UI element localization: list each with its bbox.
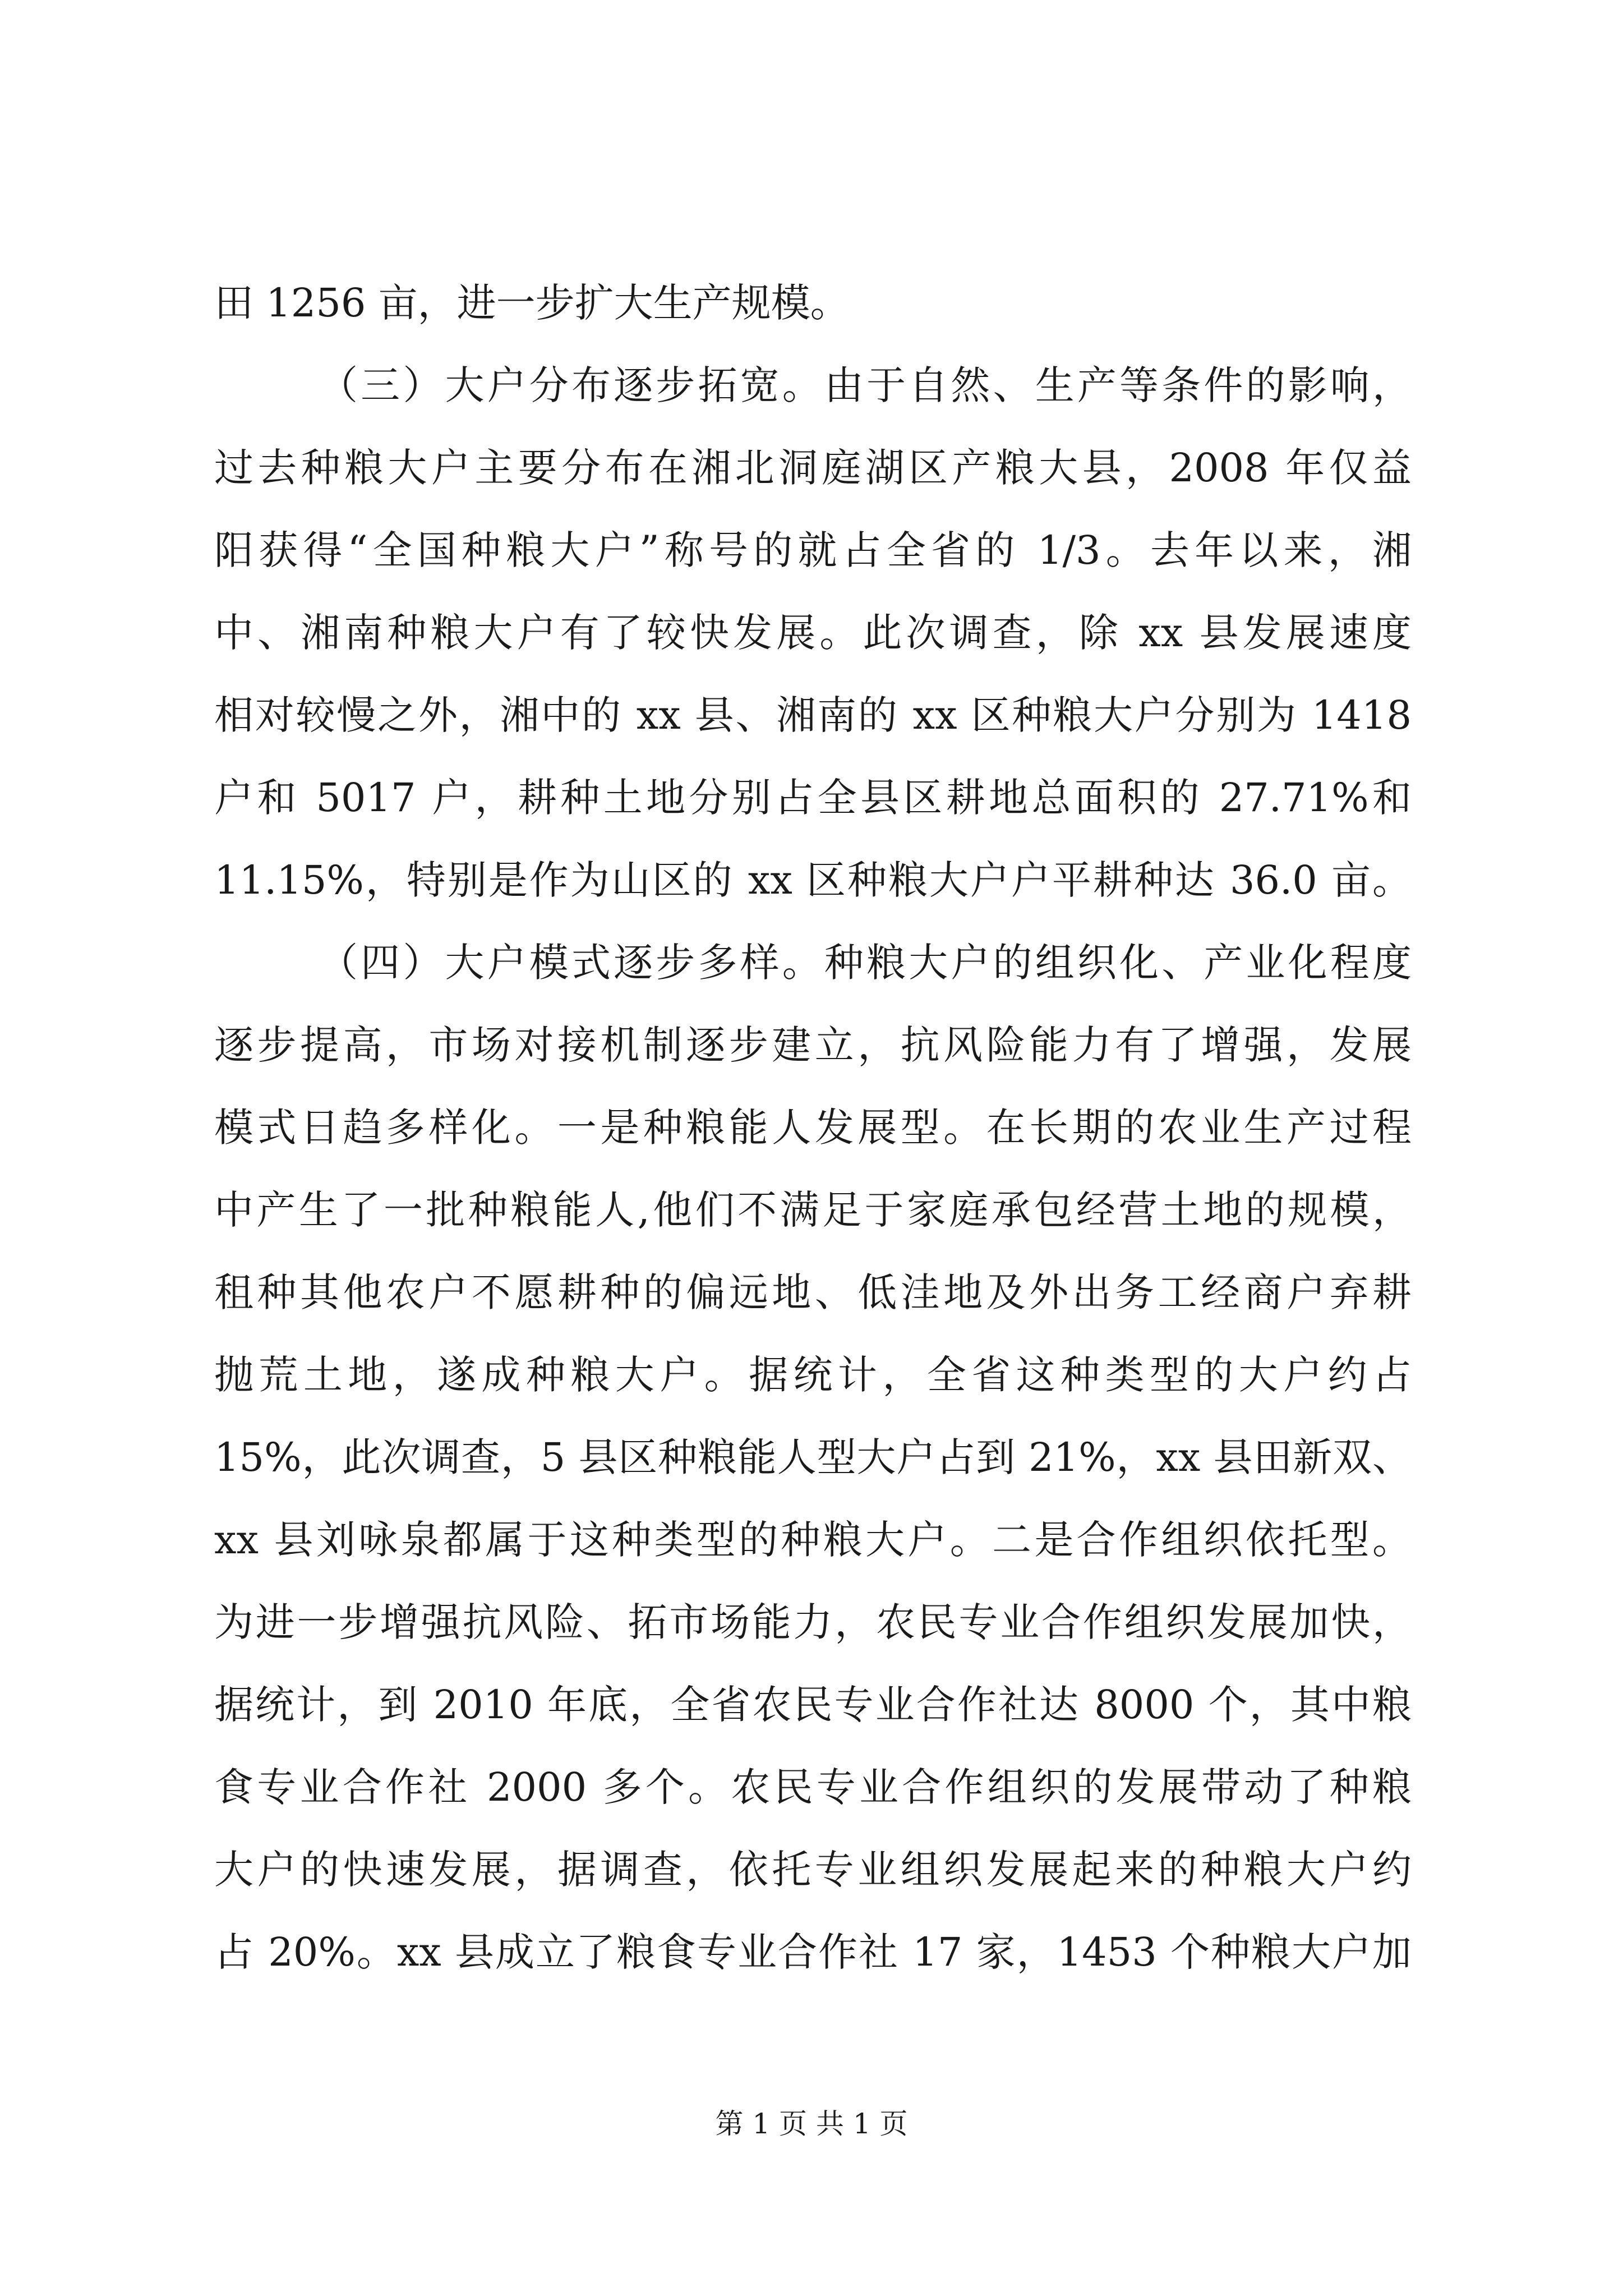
text-line-11: 模式日趋多样化。一是种粮能人发展型。在长期的农业生产过程 — [214, 1105, 1412, 1151]
text-line-21: 占 20%。xx 县成立了粮食专业合作社 17 家，1453 个种粮大户加 — [214, 1929, 1412, 1975]
text-line-7: 户和 5017 户，耕种土地分别占全县区耕地总面积的 27.71%和 — [214, 775, 1412, 821]
text-line-17: 为进一步增强抗风险、拓市场能力，农民专业合作组织发展加快， — [214, 1599, 1412, 1645]
text-line-6: 相对较慢之外，湘中的 xx 县、湘南的 xx 区种粮大户分别为 1418 — [214, 692, 1412, 738]
text-line-4: 阳获得“全国种粮大户”称号的就占全省的 1/3。去年以来，湘 — [214, 527, 1412, 573]
text-line-3: 过去种粮大户主要分布在湘北洞庭湖区产粮大县，2008 年仅益 — [214, 445, 1412, 491]
text-line-19: 食专业合作社 2000 多个。农民专业合作组织的发展带动了种粮 — [214, 1764, 1412, 1810]
text-line-5: 中、湘南种粮大户有了较快发展。此次调查，除 xx 县发展速度 — [214, 610, 1412, 656]
text-line-9: （四）大户模式逐步多样。种粮大户的组织化、产业化程度 — [319, 940, 1412, 986]
text-line-10: 逐步提高，市场对接机制逐步建立，抗风险能力有了增强，发展 — [214, 1022, 1412, 1068]
text-line-20: 大户的快速发展，据调查，依托专业组织发展起来的种粮大户约 — [214, 1847, 1412, 1893]
text-line-8: 11.15%，特别是作为山区的 xx 区种粮大户户平耕种达 36.0 亩。 — [214, 857, 1412, 903]
text-line-13: 租种其他农户不愿耕种的偏远地、低洼地及外出务工经商户弃耕 — [214, 1269, 1412, 1315]
text-line-12: 中产生了一批种粮能人,他们不满足于家庭承包经营土地的规模， — [214, 1187, 1412, 1233]
text-line-16: xx 县刘咏泉都属于这种类型的种粮大户。二是合作组织依托型。 — [214, 1517, 1412, 1563]
text-line-1: 田 1256 亩，进一步扩大生产规模。 — [214, 280, 850, 326]
text-line-18: 据统计，到 2010 年底，全省农民专业合作社达 8000 个，其中粮 — [214, 1682, 1412, 1728]
text-line-14: 抛荒土地，遂成种粮大户。据统计，全省这种类型的大户约占 — [214, 1352, 1412, 1398]
text-line-15: 15%，此次调查，5 县区种粮能人型大户占到 21%，xx 县田新双、 — [214, 1434, 1412, 1480]
page-footer: 第 1 页 共 1 页 — [715, 2108, 908, 2140]
text-line-2: （三）大户分布逐步拓宽。由于自然、生产等条件的影响， — [319, 362, 1412, 408]
